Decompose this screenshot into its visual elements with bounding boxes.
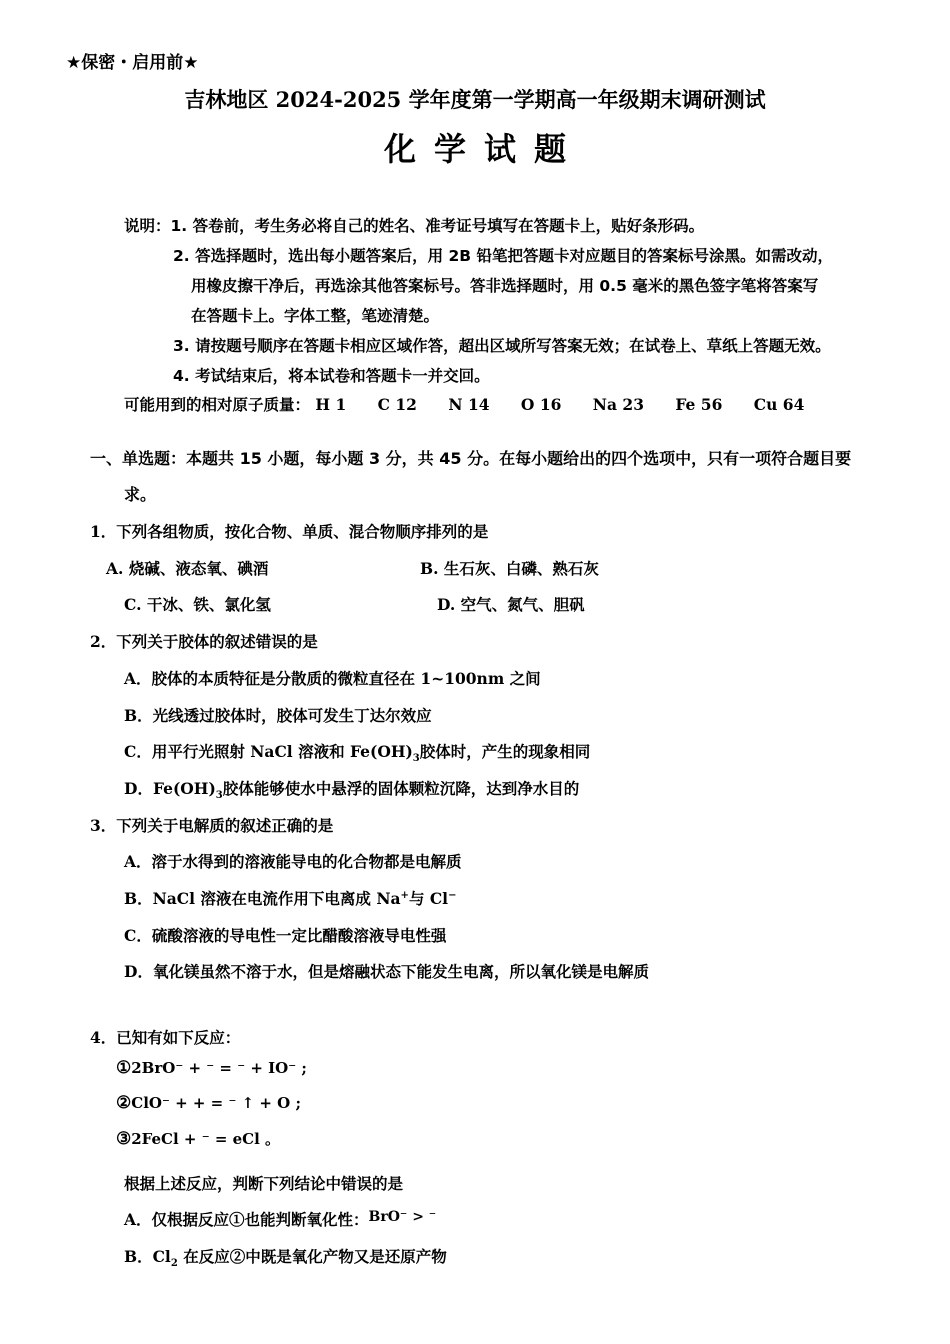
question-4-option-b-pre: B．Cl [124,1247,171,1266]
reaction-2-equation: ClO⁻ + + = ⁻ ↑ + O ; [131,1094,302,1112]
question-4-option-a-formula: BrO⁻ > ⁻ [368,1209,437,1225]
question-1-option-a: A. 烧碱、液态氧、碘酒 [106,559,269,578]
instruction-2: 2. 答选择题时，选出每小题答案后，用 2B 铅笔把答题卡对应题目的答案标号涂黑。如需改动， [173,247,833,265]
atomic-masses [124,393,830,415]
question-3-option-b-mid: 与 Cl [408,889,449,908]
instruction-prefix: 说明： [124,217,171,235]
reaction-2-number: ② [116,1093,132,1113]
reaction-1-equation: 2BrO⁻ + ⁻ = ⁻ + IO⁻ ; [131,1059,307,1077]
question-4-option-a-pre: A．仅根据反应①也能判断氧化性： [124,1210,369,1229]
question-3-option-b-sup1: + [400,889,409,901]
question-3-option-d: D．氧化镁虽然不溶于水，但是熔融状态下能发生电离，所以氧化镁是电解质 [124,962,649,981]
exam-title: 化学试题 [383,130,584,168]
question-4-stem: 4．已知有如下反应： [90,1028,241,1047]
question-2-option-b: B．光线透过胶体时，胶体可发生丁达尔效应 [124,706,432,725]
question-1-option-d: D. 空气、氮气、胆矾 [437,595,585,614]
reaction-2 [116,1093,301,1113]
instruction-1 [124,214,704,236]
question-2-option-c-post: 胶体时，产生的现象相同 [419,742,591,761]
question-2-option-d-pre: D．Fe(OH) [124,779,216,798]
section-heading-cont: 求。 [124,485,157,504]
question-2-option-d [124,777,579,801]
instruction-text: 1. 答卷前，考生务必将自己的姓名、准考证号填写在答题卡上，贴好条形码。 [170,217,705,235]
mass-h: H 1 [315,395,347,414]
mass-cu: Cu 64 [753,395,805,414]
mass-n: N 14 [448,395,490,414]
question-4-option-b [124,1245,447,1269]
question-2-option-d-sub: 3 [215,790,223,802]
instruction-3: 3. 请按题号顺序在答题卡相应区域作答，超出区域所写答案无效；在试卷上、草纸上答题无效。 [173,337,831,355]
question-1-option-c: C. 干冰、铁、氯化氢 [124,595,271,614]
instruction-4: 4. 考试结束后，将本试卷和答题卡一并交回。 [173,367,490,385]
mass-c: C 12 [377,395,417,414]
question-2-option-c-sub: 3 [412,753,420,765]
question-2-option-c [124,740,590,764]
exam-header: 吉林地区 2024-2025 学年度第一学期高一年级期末调研测试 [184,87,766,112]
question-2-stem: 2．下列关于胶体的叙述错误的是 [90,632,318,651]
atomic-masses-label: 可能用到的相对原子质量： [124,396,311,414]
reaction-3 [116,1128,280,1149]
question-3-option-b-pre: B．NaCl 溶液在电流作用下电离成 Na [124,889,401,908]
mass-o: O 16 [520,395,562,414]
instruction-2-cont2: 在答题卡上。字体工整，笔迹清楚。 [191,307,440,325]
question-1-option-b: B. 生石灰、白磷、熟石灰 [420,559,599,578]
section-heading: 一、单选题：本题共 15 小题，每小题 3 分，共 45 分。在每小题给出的四个选项中，只有一项符合题目要 [90,449,852,468]
reaction-3-number: ③ [116,1129,132,1149]
reaction-1-number: ① [116,1058,132,1078]
question-3-option-b [124,887,456,909]
question-3-option-c: C．硫酸溶液的导电性一定比醋酸溶液导电性强 [124,926,447,945]
question-3-stem: 3．下列关于电解质的叙述正确的是 [90,816,334,835]
question-2-option-c-pre: C．用平行光照射 NaCl 溶液和 Fe(OH) [124,742,413,761]
question-3-option-a: A．溶于水得到的溶液能导电的化合物都是电解质 [124,852,462,871]
reaction-1 [116,1058,307,1078]
question-3-option-b-sup2: − [448,889,457,901]
confidential-mark: ★保密・启用前★ [66,53,199,73]
question-1-stem: 1．下列各组物质，按化合物、单质、混合物顺序排列的是 [90,522,489,541]
question-4-option-b-post: 在反应②中既是氧化产物又是还原产物 [177,1247,447,1266]
mass-fe: Fe 56 [675,395,723,414]
question-4-option-b-sub: 2 [170,1258,178,1270]
question-4-option-a [124,1208,436,1230]
question-2-option-d-post: 胶体能够使水中悬浮的固体颗粒沉降，达到净水目的 [222,779,580,798]
mass-na: Na 23 [592,395,644,414]
question-4-judge: 根据上述反应，判断下列结论中错误的是 [124,1174,404,1193]
instruction-2-cont1: 用橡皮擦干净后，再选涂其他答案标号。答非选择题时，用 0.5 毫米的黑色签字笔将答案写 [191,277,819,295]
reaction-3-equation: 2FeCl + ⁻ = eCl 。 [131,1130,281,1148]
question-2-option-a: A．胶体的本质特征是分散质的微粒直径在 1~100nm 之间 [124,669,541,688]
